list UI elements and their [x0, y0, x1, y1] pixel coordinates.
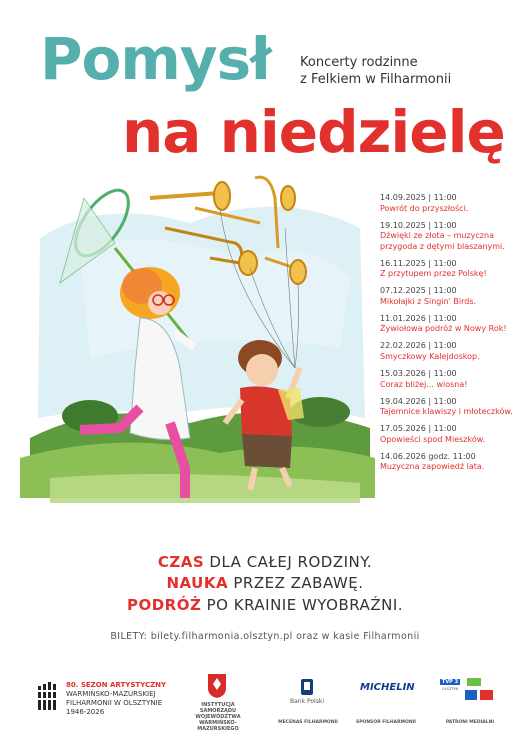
schedule-title: Mikołajki z Singin' Birds. [380, 296, 477, 306]
schedule-title: Muzyczna zapowiedź lata. [380, 462, 485, 472]
tagline-line3 [0, 596, 530, 614]
schedule-date: 19.04.2026 | 11:00 [380, 396, 457, 406]
phil-line2: WARMIŃSKO-MAZURSKIEJ [66, 690, 156, 698]
tagline-line1 [0, 553, 530, 571]
schedule-date: 17.05.2026 | 11:00 [380, 424, 457, 434]
tagline-rest-2: PRZEZ ZABAWĘ. [228, 574, 364, 592]
inst-line3: WARMIŃSKO-MAZURSKIEGO [197, 720, 239, 732]
title-line2: na niedzielę [122, 98, 505, 166]
tagline-word-nauka: NAUKA [166, 574, 229, 592]
subtitle-line1: Koncerty rodzinne [300, 55, 418, 70]
tvp-logo: TVP 3 [441, 679, 459, 685]
schedule-entry [380, 221, 520, 253]
schedule-entry [380, 369, 520, 390]
schedule-date: 22.02.2026 | 11:00 [380, 341, 457, 351]
schedule-title: Żywiołowa podróż w Nowy Rok! [380, 324, 507, 334]
bank-logo-icon [300, 678, 314, 696]
michelin-role: SPONSOR FILHARMONII [356, 720, 416, 725]
tagline-word-podroz: PODRÓŻ [126, 596, 202, 614]
illustration [20, 168, 375, 518]
schedule-entry [380, 286, 520, 307]
schedule-entry [380, 193, 520, 214]
tagline-rest-3: PO KRAINIE WYOBRAŹNI. [201, 596, 404, 614]
schedule-entry [380, 424, 520, 445]
schedule-title: Opowieści spod Mieszków. [380, 434, 486, 444]
schedule-title: Tajemnice klawiszy i młoteczków. [380, 407, 513, 417]
tvp-sub: OLSZTYN [441, 687, 459, 691]
title-line1: Pomysł [40, 25, 271, 93]
schedule-title: Coraz bliżej... wiosna! [380, 379, 468, 389]
media-role: PATRONI MEDIALNI [445, 720, 495, 725]
schedule-entry [380, 259, 520, 280]
phil-line3: FILHARMONII W OLSZTYNIE [66, 699, 163, 707]
schedule-entry [380, 314, 520, 335]
phil-line4: 1946-2026 [66, 708, 105, 716]
subtitle [300, 54, 515, 88]
schedule-date: 14.06.2026 godz. 11:00 [380, 451, 476, 461]
coat-of-arms-icon [208, 674, 226, 698]
schedule-date: 14.09.2025 | 11:00 [380, 193, 457, 202]
schedule-title: Z przytupem przez Polskę! [380, 269, 487, 279]
inst-line1: INSTYTUCJA SAMORZĄDU [199, 702, 237, 714]
schedule-title: Dźwięki ze złota – muzyczna przygoda z dętymi blaszanymi. [380, 231, 505, 251]
schedule-date: 16.11.2025 | 11:00 [380, 258, 457, 268]
schedule-date: 11.01.2026 | 11:00 [380, 313, 457, 323]
season-label: 80. SEZON ARTYSTYCZNY [66, 681, 167, 689]
schedule-title: Powrót do przyszłości. [380, 203, 469, 213]
concert-schedule [380, 193, 520, 479]
tagline-line2 [0, 574, 530, 592]
michelin-logo: MICHELIN [360, 682, 415, 693]
schedule-date: 07.12.2025 | 11:00 [380, 286, 457, 296]
schedule-title: Smyczkowy Kalejdoskop. [380, 351, 480, 361]
media-logos-icon [465, 678, 495, 708]
philharmonic-logo-icon [38, 682, 60, 710]
subtitle-line2: z Felkiem w Filharmonii [300, 72, 452, 87]
schedule-entry [380, 341, 520, 362]
schedule-entry [380, 397, 520, 418]
bank-role: MECENAS FILHARMONII [278, 720, 338, 725]
philharmonic-text [66, 681, 166, 717]
bank-name: Bank Polski [290, 698, 324, 705]
schedule-date: 15.03.2026 | 11:00 [380, 369, 457, 379]
inst-line2: WOJEWÓDZTWA [195, 714, 241, 720]
schedule-date: 19.10.2025 | 11:00 [380, 220, 457, 230]
tickets-info[interactable]: BILETY: bilety.filharmonia.olsztyn.pl oraz w kasie Filharmonii [110, 631, 420, 642]
schedule-entry [380, 452, 520, 473]
tagline-rest-1: DLA CAŁEJ RODZINY. [204, 553, 373, 571]
institution-text [186, 702, 250, 732]
tagline-word-czas: CZAS [157, 553, 205, 571]
footer-logos [0, 670, 530, 740]
